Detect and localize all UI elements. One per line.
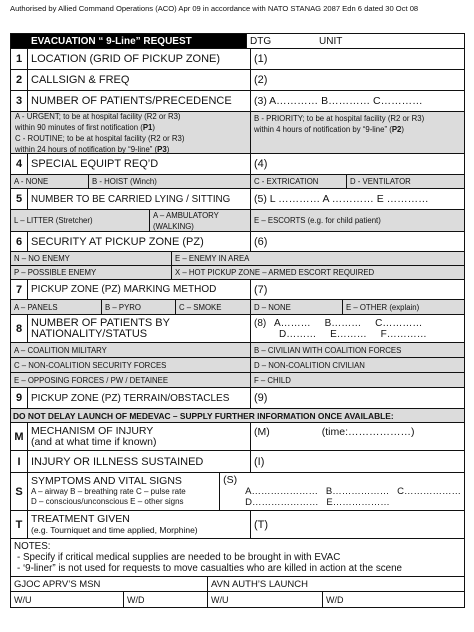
notes-row — [11, 538, 464, 576]
line-1-field[interactable]: (1) — [250, 49, 464, 69]
line-1-label: LOCATION (GRID OF PICKUP ZONE) — [31, 53, 221, 65]
nationality-option: F – CHILD — [250, 373, 464, 387]
nine-line-form — [10, 33, 465, 608]
line-9-field[interactable]: (9) — [250, 388, 464, 408]
nationality-row-2 — [11, 357, 464, 372]
line-5-label: NUMBER TO BE CARRIED LYING / SITTING — [31, 193, 231, 205]
line-number: 5 — [11, 189, 28, 209]
line-2-row — [11, 69, 464, 90]
nationality-row-3 — [11, 372, 464, 387]
marking-option: D – NONE — [250, 300, 342, 314]
notes-title: NOTES: — [14, 541, 51, 552]
line-number: 6 — [11, 232, 28, 251]
note-item: - Specify if critical medical supplies are needed to be brought in with EVAC — [17, 552, 341, 563]
line-8-field[interactable]: (8) A……… B……… C………… D……… E……… F………… — [250, 315, 464, 342]
footer-signoff-row — [11, 591, 464, 607]
line-number: 7 — [11, 280, 28, 299]
line-2-field[interactable]: (2) — [250, 70, 464, 90]
nationality-option: B – CIVILIAN WITH COALITION FORCES — [250, 343, 464, 357]
mist-i-label: INJURY OR ILLNESS SUSTAINED — [31, 455, 204, 468]
line-7-field[interactable]: (7) — [250, 280, 464, 299]
mist-s-row — [11, 472, 464, 510]
line-7-label: PICKUP ZONE (PZ) MARKING METHOD — [31, 284, 217, 295]
security-options-row-1 — [11, 251, 464, 265]
mist-m-time: (time:………………) — [321, 426, 415, 438]
marking-option: B – PYRO — [101, 300, 175, 314]
banner-row — [11, 408, 464, 422]
mist-i-field[interactable]: (I) — [250, 451, 464, 472]
line-2-label: CALLSIGN & FREQ — [31, 74, 130, 86]
mist-i-row — [11, 450, 464, 472]
line-3-row — [11, 90, 464, 111]
title-row — [11, 34, 464, 48]
avn-label: AVN AUTH’S LAUNCH — [207, 577, 464, 591]
mist-s-label: SYMPTOMS AND VITAL SIGNS A – airway B – breathing rate C – pulse rate D – conscious/unconscious E – other signs — [31, 475, 186, 506]
marking-option: E – OTHER (explain) — [342, 300, 464, 314]
gjoc-wd-field[interactable]: W/D — [123, 592, 207, 607]
security-option: E – ENEMY IN AREA — [171, 252, 464, 265]
note-item: - ‘9-liner” is not used for requests to move casualties who are killed in action at the scene — [17, 563, 402, 574]
line-5-row — [11, 188, 464, 209]
line-9-label: PICKUP ZONE (PZ) TERRAIN/OBSTACLES — [31, 392, 230, 404]
mist-t-field[interactable]: (T) — [250, 511, 464, 538]
line-6-field[interactable]: (6) — [250, 232, 464, 251]
line-number: 3 — [11, 91, 28, 111]
line-number: 2 — [11, 70, 28, 90]
mist-letter: M — [11, 423, 28, 450]
nationality-option: C – NON-COALITION SECURITY FORCES — [14, 360, 167, 370]
precedence-a-cont: within 90 minutes of first notification (P1) — [15, 122, 155, 132]
line-8-label: NUMBER OF PATIENTS BY NATIONALITY/STATUS — [31, 316, 170, 340]
security-option: N – NO ENEMY — [14, 254, 70, 263]
precedence-row — [11, 111, 464, 153]
carry-option-litter: L – LITTER (Stretcher) — [14, 216, 93, 225]
equip-option: C - EXTRICATION — [250, 175, 346, 188]
equip-option: D - VENTILATOR — [346, 175, 464, 188]
security-option: P – POSSIBLE ENEMY — [14, 268, 97, 277]
mist-m-row — [11, 422, 464, 450]
gjoc-label: GJOC APRV’S MSN — [14, 578, 101, 590]
notes — [11, 539, 464, 576]
equip-option: A - NONE — [14, 177, 49, 186]
line-1-row — [11, 48, 464, 69]
line-number: 9 — [11, 388, 28, 408]
nationality-row-1 — [11, 342, 464, 357]
carry-option-ambulatory: A – AMBULATORY (WALKING) — [149, 210, 250, 231]
line-3-label: NUMBER OF PATIENTS/PRECEDENCE — [31, 95, 232, 107]
security-option: X – HOT PICKUP ZONE – ARMED ESCORT REQUIRED — [171, 266, 464, 279]
medevac-banner: DO NOT DELAY LAUNCH OF MEDEVAC – SUPPLY FURTHER INFORMATION ONCE AVAILABLE: — [13, 410, 394, 421]
nationality-option: D – NON-COALITION CIVILIAN — [250, 358, 464, 372]
equip-option: B - HOIST (Winch) — [88, 175, 250, 188]
avn-wu-field[interactable]: W/U — [207, 592, 322, 607]
precedence-c-cont: within 24 hours of notification by “9-line” (P3) — [15, 144, 170, 154]
nationality-option: A – COALITION MILITARY — [14, 345, 107, 355]
nationality-option: E – OPPOSING FORCES / PW / DETAINEE — [14, 375, 169, 385]
mist-letter: I — [11, 451, 28, 472]
line-number: 1 — [11, 49, 28, 69]
unit-label: UNIT — [319, 35, 343, 47]
line-6-row — [11, 231, 464, 251]
precedence-b: B - PRIORITY; to be at hospital facility (R2 or R3) within 4 hours of notification by “9-line” (P2) — [250, 112, 464, 153]
mist-m-field[interactable]: (M) (time:………………) — [250, 423, 464, 450]
mist-t-label: TREATMENT GIVEN (e.g. Tourniquet and time applied, Morphine) — [31, 512, 198, 535]
footer-labels-row — [11, 576, 464, 591]
line-4-label: SPECIAL EQUIPT REQ’D — [31, 158, 159, 170]
gjoc-wu-field[interactable]: W/U — [14, 594, 32, 605]
security-options-row-2 — [11, 265, 464, 279]
mist-t-row — [11, 510, 464, 538]
form-title: EVACUATION “ 9-Line” REQUEST — [11, 34, 246, 48]
mist-letter: S — [11, 473, 28, 510]
dtg-label: DTG — [246, 34, 316, 48]
precedence-c: C - ROUTINE; to be at hospital facility (R2 or R3) — [15, 133, 185, 143]
carry-option-escorts: E – ESCORTS (e.g. for child patient) — [250, 210, 464, 231]
line-9-row — [11, 387, 464, 408]
mist-m-label: MECHANISM OF INJURY (and at what time if known) — [31, 424, 157, 448]
equip-options-row — [11, 174, 464, 188]
carry-options-row — [11, 209, 464, 231]
line-8-row — [11, 314, 464, 342]
precedence-a: A - URGENT; to be at hospital facility (R2 or R3) — [15, 111, 181, 121]
line-number: 4 — [11, 154, 28, 174]
marking-option: C – SMOKE — [175, 300, 250, 314]
line-7-row — [11, 279, 464, 299]
mist-s-field[interactable]: (S) A………………… B……………… C……………… D………………… E……………… — [219, 473, 464, 510]
line-5-field[interactable]: (5) L ………… A ………… E ………… — [250, 189, 464, 209]
line-4-row — [11, 153, 464, 174]
precedence-a-c — [11, 112, 250, 153]
line-3-field[interactable]: (3) A………… B………… C………… — [250, 91, 464, 111]
mist-letter: T — [11, 511, 28, 538]
line-number: 8 — [11, 315, 28, 342]
line-4-field[interactable]: (4) — [250, 154, 464, 174]
line-6-label: SECURITY AT PICKUP ZONE (PZ) — [31, 235, 204, 248]
avn-wd-field[interactable]: W/D — [322, 592, 464, 607]
marking-option: A – PANELS — [14, 302, 58, 312]
marking-options-row — [11, 299, 464, 314]
authorisation-line: Authorised by Allied Command Operations (ACO) Apr 09 in accordance with NATO STANAG 2087 Edn 6 dated 30 Oct 08 — [10, 4, 419, 13]
